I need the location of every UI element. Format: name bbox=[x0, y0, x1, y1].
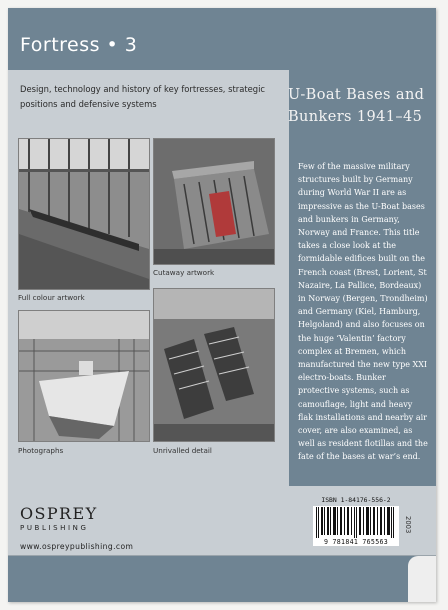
caption-cutaway-artwork: Cutaway artwork bbox=[153, 268, 215, 277]
artwork-photo-pens bbox=[18, 138, 150, 290]
book-title: U-Boat Bases and Bunkers 1941–45 bbox=[288, 87, 425, 125]
book-blurb: Few of the massive military structures built by Germany during World War II are as impressive as the U-Boat bases and bunkers in Germany, Norway and France. This title takes a close look at the formidable edifices built on the French coast (Brest, Lorient, St Nazaire, La Pallice, Bordeaux) in Norway (Bergen, Trondheim) and Germany (Kiel, Hamburg, Helgoland) and also focuses on the huge ‘Valentin’ factory complex at Bremen, which manufactured the new type XXI electro-boats. Bunker protective systems, such as camouflage, light and heavy flak installations and nearby air cover, are also examined, as well as resident flotillas and the fate of the bases at war’s end. bbox=[298, 162, 428, 462]
dock-photograph bbox=[18, 310, 150, 442]
cutaway-artwork bbox=[153, 138, 275, 265]
publisher-logo bbox=[20, 505, 98, 532]
sticker-code: 2003 bbox=[404, 516, 412, 534]
price-sticker bbox=[408, 556, 436, 602]
detail-model-photo bbox=[153, 288, 275, 442]
isbn-block bbox=[313, 496, 399, 546]
series-header-band bbox=[8, 8, 436, 70]
publisher-website: www.ospreypublishing.com bbox=[20, 542, 134, 551]
series-title: Fortress • 3 bbox=[20, 34, 138, 56]
publisher-sub: PUBLISHING bbox=[20, 524, 89, 532]
publisher-name: OSPREY bbox=[20, 504, 98, 523]
barcode-bars-icon bbox=[313, 506, 399, 538]
caption-photographs: Photographs bbox=[18, 446, 64, 455]
isbn-label: ISBN 1-84176-556-2 bbox=[321, 496, 391, 504]
series-tagline: Design, technology and history of key fortresses, strategic positions and defensive systems bbox=[20, 84, 266, 109]
barcode bbox=[313, 506, 399, 546]
footer-band bbox=[8, 556, 436, 602]
caption-unrivalled-detail: Unrivalled detail bbox=[153, 446, 212, 455]
book-back-cover bbox=[8, 8, 436, 602]
barcode-digits: 9 781841 765563 bbox=[313, 538, 399, 546]
caption-full-colour-artwork: Full colour artwork bbox=[18, 293, 85, 302]
